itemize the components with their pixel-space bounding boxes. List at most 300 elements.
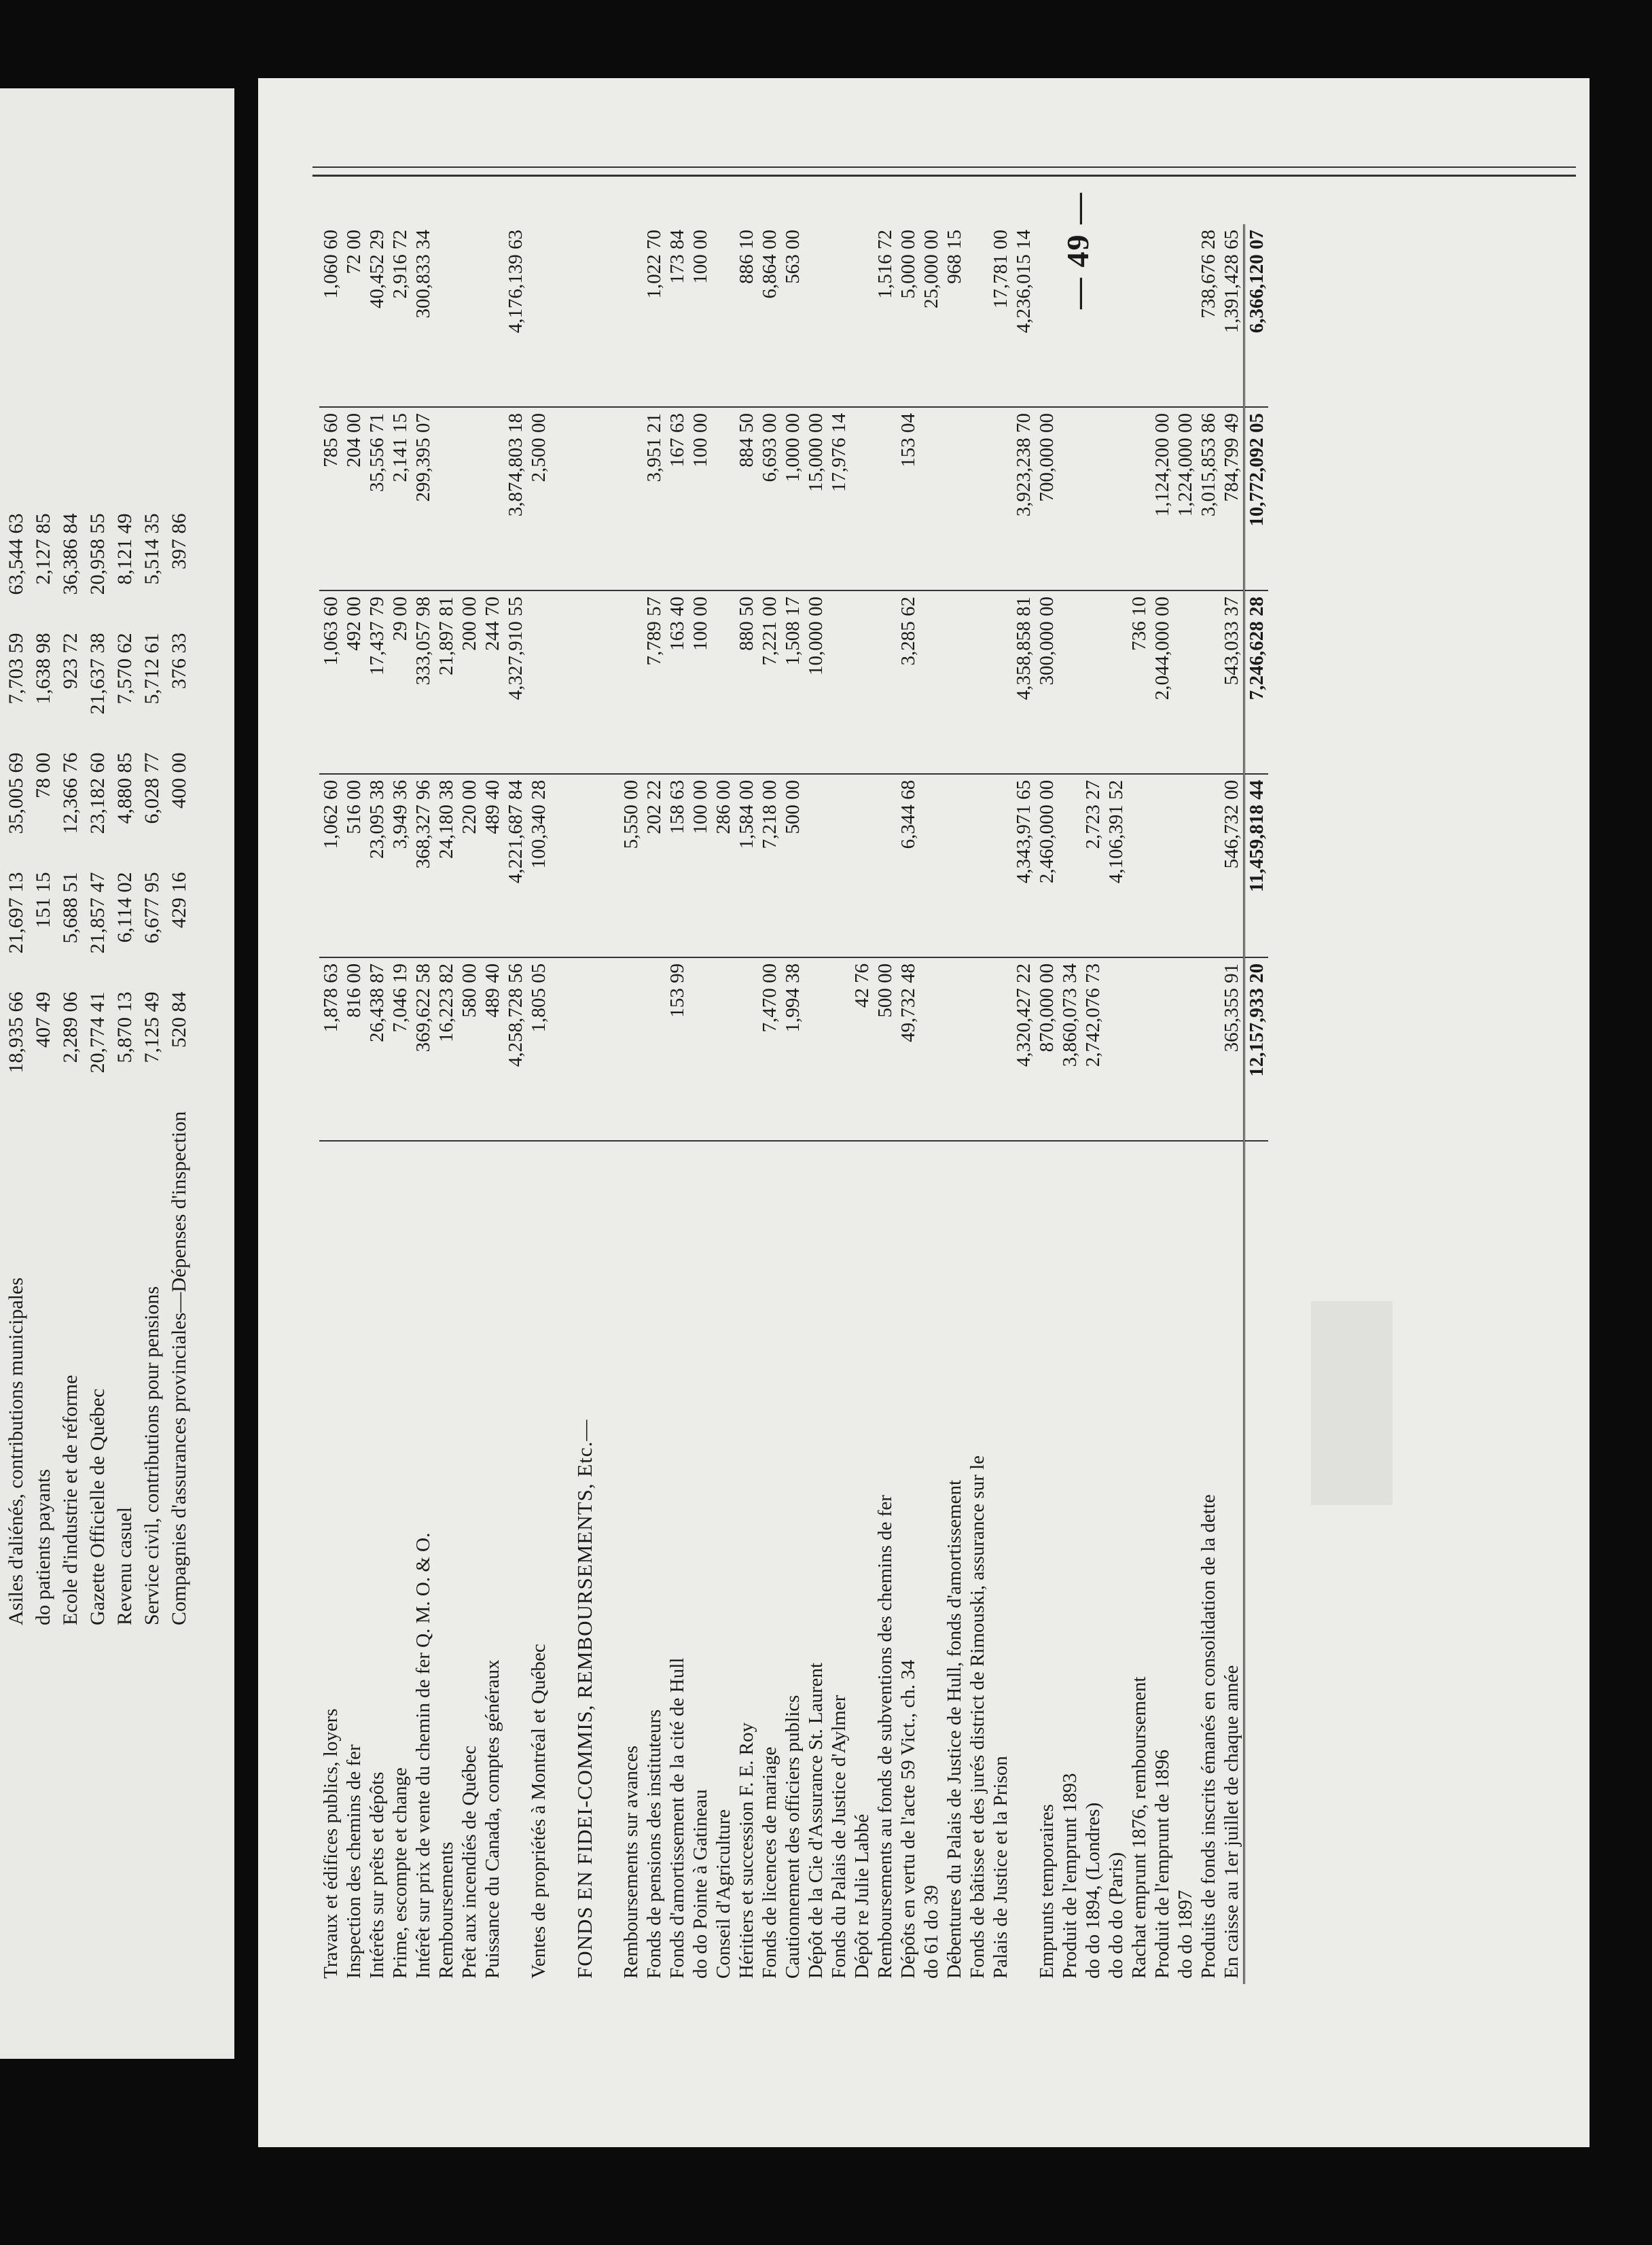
row-label: Inspection des chemins de fer bbox=[343, 1744, 365, 1979]
row-value: 6,114 02 bbox=[113, 872, 136, 943]
row-value: 1,063 60 bbox=[319, 590, 342, 774]
row-value bbox=[689, 957, 712, 1141]
row-value: 100,340 28 bbox=[527, 774, 550, 957]
row-value: 4,221,687 84 bbox=[504, 774, 527, 957]
ledger-row bbox=[666, 224, 689, 1984]
ledger-row bbox=[758, 224, 781, 1984]
row-value: 158 63 bbox=[666, 774, 689, 957]
row-value: 1,516 72 bbox=[874, 224, 897, 407]
row-value bbox=[804, 224, 827, 407]
ledger-row bbox=[989, 224, 1012, 1984]
row-value: 244 70 bbox=[481, 590, 504, 774]
row-value: 8,121 49 bbox=[113, 513, 136, 585]
row-value: 4,258,728 56 bbox=[504, 957, 527, 1141]
row-label: Intérêt sur prix de vente du chemin de fer Q. M. O. & O. bbox=[412, 1532, 434, 1979]
row-value bbox=[966, 957, 989, 1141]
row-label: do patients payants bbox=[32, 1469, 54, 1625]
row-value: 300,833 34 bbox=[412, 224, 435, 407]
row-value bbox=[966, 774, 989, 957]
row-value: 3,015,853 86 bbox=[1197, 407, 1220, 590]
row-value: 816 00 bbox=[342, 957, 365, 1141]
row-value bbox=[620, 224, 643, 407]
row-value: 884 50 bbox=[735, 407, 758, 590]
row-value: 886 10 bbox=[735, 224, 758, 407]
row-value: 202 22 bbox=[643, 774, 666, 957]
row-value bbox=[527, 224, 550, 407]
row-value: 376 33 bbox=[168, 633, 190, 690]
row-value: 7,125 49 bbox=[141, 991, 163, 1063]
row-value: 63,544 63 bbox=[5, 513, 27, 595]
ledger-row bbox=[1105, 224, 1128, 1984]
row-value: 35,556 71 bbox=[365, 407, 389, 590]
row-value: 4,106,391 52 bbox=[1105, 774, 1128, 957]
row-label: FONDS EN FIDEI-COMMIS, REMBOURSEMENTS, Etc.— bbox=[573, 1419, 596, 1979]
row-value: 26,438 87 bbox=[365, 957, 389, 1141]
row-value bbox=[481, 407, 504, 590]
ledger-row bbox=[689, 224, 712, 1984]
row-label: Gazette Officielle de Québec bbox=[86, 1388, 109, 1625]
row-value bbox=[1128, 957, 1151, 1141]
left-ledger-row bbox=[30, 508, 57, 1631]
row-value bbox=[550, 590, 573, 774]
row-value: 7,221 00 bbox=[758, 590, 781, 774]
row-value: 5,550 00 bbox=[620, 774, 643, 957]
row-value: 12,366 76 bbox=[59, 752, 82, 834]
row-value: 78 00 bbox=[32, 752, 54, 799]
row-value: 6,366,120 07 bbox=[1244, 224, 1269, 407]
row-value: 5,000 00 bbox=[897, 224, 920, 407]
row-value: 923 72 bbox=[59, 633, 82, 690]
row-value bbox=[435, 407, 458, 590]
row-value bbox=[943, 774, 966, 957]
row-value bbox=[573, 590, 596, 774]
row-value: 1,805 05 bbox=[527, 957, 550, 1141]
row-label: Prime, escompte et change bbox=[389, 1767, 411, 1979]
row-value: 700,000 00 bbox=[1035, 407, 1058, 590]
ledger-row bbox=[1151, 224, 1174, 1984]
row-label: Service civil, contributions pour pensions bbox=[141, 1286, 163, 1625]
row-value bbox=[573, 774, 596, 957]
row-value: 4,320,427 22 bbox=[1012, 957, 1035, 1141]
row-value: 286 00 bbox=[712, 774, 735, 957]
ledger-row bbox=[389, 224, 412, 1984]
row-value: 3,951 21 bbox=[643, 407, 666, 590]
row-value: 429 16 bbox=[168, 872, 190, 929]
row-value: 543,033 37 bbox=[1220, 590, 1244, 774]
row-label bbox=[550, 1141, 573, 1984]
financial-ledger bbox=[319, 224, 1268, 1984]
row-value: 100 00 bbox=[689, 774, 712, 957]
row-value: 7,218 00 bbox=[758, 774, 781, 957]
row-label: Remboursements bbox=[435, 1841, 457, 1979]
row-value: 2,460,000 00 bbox=[1035, 774, 1058, 957]
row-label: Ecole d'industrie et de réforme bbox=[59, 1375, 82, 1625]
row-value bbox=[620, 407, 643, 590]
ledger-row bbox=[481, 224, 504, 1984]
left-ledger-row bbox=[111, 508, 139, 1631]
row-value: 1,508 17 bbox=[781, 590, 804, 774]
row-value: 492 00 bbox=[342, 590, 365, 774]
row-value: 12,157,933 20 bbox=[1244, 957, 1269, 1141]
row-value: 299,395 07 bbox=[412, 407, 435, 590]
row-value: 29 00 bbox=[389, 590, 412, 774]
row-value bbox=[827, 590, 850, 774]
left-ledger bbox=[3, 508, 193, 1631]
row-label: Ventes de propriétés à Montréal et Québec bbox=[528, 1644, 550, 1979]
row-value bbox=[435, 224, 458, 407]
row-value: 1,224,000 00 bbox=[1174, 407, 1197, 590]
row-value bbox=[874, 590, 897, 774]
row-value: 153 04 bbox=[897, 407, 920, 590]
row-value bbox=[874, 407, 897, 590]
ledger-row bbox=[435, 224, 458, 1984]
row-label bbox=[504, 1141, 527, 1984]
row-value: 10,000 00 bbox=[804, 590, 827, 774]
row-value bbox=[573, 224, 596, 407]
row-value: 4,880 85 bbox=[113, 752, 136, 824]
row-value: 736 10 bbox=[1128, 590, 1151, 774]
row-value bbox=[1058, 590, 1081, 774]
row-value bbox=[573, 407, 596, 590]
row-value bbox=[966, 407, 989, 590]
row-value bbox=[1035, 224, 1058, 407]
ledger-row bbox=[850, 224, 874, 1984]
left-ledger-row bbox=[84, 508, 111, 1631]
row-value: 2,500 00 bbox=[527, 407, 550, 590]
row-value: 4,358,858 81 bbox=[1012, 590, 1035, 774]
row-label: Produit de l'emprunt de 1896 bbox=[1151, 1749, 1173, 1979]
row-value bbox=[481, 224, 504, 407]
row-value: 72 00 bbox=[342, 224, 365, 407]
row-value: 397 86 bbox=[168, 513, 190, 570]
ledger-row bbox=[365, 224, 389, 1984]
row-value bbox=[920, 774, 943, 957]
row-value bbox=[1151, 774, 1174, 957]
row-value: 100 00 bbox=[689, 224, 712, 407]
row-value: 407 49 bbox=[32, 991, 54, 1048]
section-heading-row bbox=[573, 224, 596, 1984]
row-value: 2,289 06 bbox=[59, 991, 82, 1063]
row-value: 2,141 15 bbox=[389, 407, 412, 590]
row-value bbox=[527, 590, 550, 774]
row-value bbox=[712, 224, 735, 407]
row-value bbox=[712, 407, 735, 590]
row-value bbox=[966, 224, 989, 407]
row-value bbox=[874, 774, 897, 957]
row-value: 880 50 bbox=[735, 590, 758, 774]
row-value bbox=[550, 774, 573, 957]
row-value: 173 84 bbox=[666, 224, 689, 407]
row-value: 21,857 47 bbox=[86, 872, 109, 954]
row-value bbox=[735, 957, 758, 1141]
row-value: 21,697 13 bbox=[5, 872, 27, 954]
row-value bbox=[620, 590, 643, 774]
row-label: Produit de l'emprunt 1893 bbox=[1059, 1773, 1081, 1979]
row-value: 7,246,628 28 bbox=[1244, 590, 1269, 774]
ledger-row bbox=[943, 224, 966, 1984]
row-value bbox=[827, 774, 850, 957]
row-value bbox=[1174, 957, 1197, 1141]
row-value bbox=[1197, 957, 1220, 1141]
row-value: 35,005 69 bbox=[5, 752, 27, 834]
row-value: 368,327 96 bbox=[412, 774, 435, 957]
row-value bbox=[1128, 224, 1151, 407]
row-value: 16,223 82 bbox=[435, 957, 458, 1141]
row-label: Travaux et édifices publics, loyers bbox=[320, 1708, 342, 1979]
ledger-row bbox=[342, 224, 365, 1984]
row-value: 6,677 95 bbox=[141, 872, 163, 944]
row-value bbox=[458, 407, 481, 590]
row-value: 7,789 57 bbox=[643, 590, 666, 774]
row-value: 4,176,139 63 bbox=[504, 224, 527, 407]
row-label: Conseil d'Agriculture bbox=[713, 1809, 734, 1979]
row-value bbox=[1151, 224, 1174, 407]
row-value: 1,124,200 00 bbox=[1151, 407, 1174, 590]
row-value bbox=[989, 407, 1012, 590]
row-label bbox=[1012, 1141, 1035, 1984]
row-label: Fonds de bâtisse et des jurés district de Rimouski, assurance sur le bbox=[967, 1455, 988, 1979]
ledger-row bbox=[804, 224, 827, 1984]
row-value: 21,897 81 bbox=[435, 590, 458, 774]
row-value: 21,637 38 bbox=[86, 633, 109, 715]
row-value: 36,386 84 bbox=[59, 513, 82, 595]
row-value bbox=[1105, 957, 1128, 1141]
row-value: 49,732 48 bbox=[897, 957, 920, 1141]
row-label: En caisse au 1er juillet de chaque année bbox=[1221, 1665, 1242, 1979]
row-value: 6,028 77 bbox=[141, 752, 163, 824]
row-value bbox=[1197, 774, 1220, 957]
ledger-row bbox=[550, 224, 573, 1984]
left-ledger-row bbox=[166, 508, 193, 1631]
row-value: 1,391,428 65 bbox=[1220, 224, 1244, 407]
row-value: 333,057 98 bbox=[412, 590, 435, 774]
row-value: 400 00 bbox=[168, 752, 190, 809]
row-value: 2,127 85 bbox=[32, 513, 54, 585]
ledger-row bbox=[1220, 224, 1244, 1984]
row-value: 1,638 98 bbox=[32, 633, 54, 705]
row-value bbox=[920, 590, 943, 774]
ledger-row bbox=[1058, 224, 1081, 1984]
row-label: Revenu casuel bbox=[113, 1506, 136, 1625]
row-value: 7,570 62 bbox=[113, 633, 136, 705]
row-label bbox=[596, 1141, 620, 1984]
row-value: 300,000 00 bbox=[1035, 590, 1058, 774]
row-label: do do 1897 bbox=[1174, 1890, 1196, 1979]
row-label: Compagnies d'assurances provinciales—Dépenses d'inspection bbox=[168, 1111, 190, 1625]
row-value: 2,723 27 bbox=[1081, 774, 1105, 957]
ledger-row bbox=[527, 224, 550, 1984]
ledger-row bbox=[874, 224, 897, 1984]
subtotal-row bbox=[504, 224, 527, 1984]
ledger-row bbox=[596, 224, 620, 1984]
row-value bbox=[1128, 774, 1151, 957]
row-value: 7,046 19 bbox=[389, 957, 412, 1141]
row-value: 17,781 00 bbox=[989, 224, 1012, 407]
ledger-row bbox=[319, 224, 342, 1984]
row-value: 2,742,076 73 bbox=[1081, 957, 1105, 1141]
row-value: 365,355 91 bbox=[1220, 957, 1244, 1141]
row-value: 968 15 bbox=[943, 224, 966, 407]
row-label: Prêt aux incendiés de Québec bbox=[459, 1745, 480, 1979]
row-value bbox=[712, 957, 735, 1141]
row-value: 204 00 bbox=[342, 407, 365, 590]
row-value bbox=[712, 590, 735, 774]
row-value: 40,452 29 bbox=[365, 224, 389, 407]
row-value: 10,772,092 05 bbox=[1244, 407, 1269, 590]
row-label: Héritiers et succession F. E. Roy bbox=[736, 1722, 757, 1979]
row-value bbox=[827, 957, 850, 1141]
row-value: 23,182 60 bbox=[86, 752, 109, 834]
row-label: Rachat emprunt 1876, remboursement bbox=[1128, 1676, 1150, 1979]
row-value bbox=[1105, 224, 1128, 407]
ledger-row bbox=[781, 224, 804, 1984]
row-value: 489 40 bbox=[481, 774, 504, 957]
row-value: 42 76 bbox=[850, 957, 874, 1141]
row-value bbox=[573, 957, 596, 1141]
right-page bbox=[258, 78, 1590, 2147]
row-value: 489 40 bbox=[481, 957, 504, 1141]
row-value bbox=[1151, 957, 1174, 1141]
row-value: 24,180 38 bbox=[435, 774, 458, 957]
ledger-row bbox=[827, 224, 850, 1984]
row-value bbox=[1174, 590, 1197, 774]
left-page bbox=[0, 88, 234, 2059]
row-value bbox=[550, 957, 573, 1141]
row-value: 563 00 bbox=[781, 224, 804, 407]
row-value: 7,703 59 bbox=[5, 633, 27, 705]
page-number: — 49 — bbox=[1060, 192, 1095, 309]
row-value bbox=[827, 224, 850, 407]
row-value: 516 00 bbox=[342, 774, 365, 957]
row-value: 163 40 bbox=[666, 590, 689, 774]
row-label: Débentures du Palais de Justice de Hull, fonds d'amortissement bbox=[944, 1479, 965, 1979]
row-value bbox=[620, 957, 643, 1141]
left-ledger-row bbox=[3, 508, 30, 1631]
ledger-row bbox=[920, 224, 943, 1984]
row-value bbox=[1058, 774, 1081, 957]
row-value: 870,000 00 bbox=[1035, 957, 1058, 1141]
row-value bbox=[1058, 407, 1081, 590]
ledger-row bbox=[1035, 224, 1058, 1984]
row-label: Cautionnement des officiers publics bbox=[782, 1695, 804, 1979]
row-value bbox=[943, 407, 966, 590]
ledger-row bbox=[1174, 224, 1197, 1984]
row-label: Dépôt re Julie Labbé bbox=[851, 1814, 873, 1979]
row-value bbox=[943, 590, 966, 774]
row-value: 1,022 70 bbox=[643, 224, 666, 407]
ledger-row bbox=[712, 224, 735, 1984]
row-value bbox=[943, 957, 966, 1141]
row-value bbox=[1081, 590, 1105, 774]
row-label: do do do (Paris) bbox=[1105, 1852, 1127, 1979]
row-value: 5,514 35 bbox=[141, 513, 163, 585]
row-value bbox=[1081, 407, 1105, 590]
row-value: 167 63 bbox=[666, 407, 689, 590]
ledger-row bbox=[620, 224, 643, 1984]
row-value bbox=[1081, 224, 1105, 407]
row-label: Produits de fonds inscrits émanés en consolidation de la dette bbox=[1198, 1494, 1219, 1979]
row-value bbox=[920, 957, 943, 1141]
row-value: 3,860,073 34 bbox=[1058, 957, 1081, 1141]
row-label: Remboursements au fonds de subventions des chemins de fer bbox=[874, 1495, 896, 1979]
row-value: 1,060 60 bbox=[319, 224, 342, 407]
subtotal-row bbox=[1012, 224, 1035, 1984]
row-value: 200 00 bbox=[458, 590, 481, 774]
row-value bbox=[850, 774, 874, 957]
row-value bbox=[1174, 224, 1197, 407]
row-value: 18,935 66 bbox=[5, 991, 27, 1074]
row-value bbox=[1105, 590, 1128, 774]
row-value: 500 00 bbox=[781, 774, 804, 957]
row-value: 2,916 72 bbox=[389, 224, 412, 407]
row-value: 5,688 51 bbox=[59, 872, 82, 944]
row-value bbox=[550, 224, 573, 407]
ledger-row bbox=[1128, 224, 1151, 1984]
row-value: 4,236,015 14 bbox=[1012, 224, 1035, 407]
ledger-row bbox=[1081, 224, 1105, 1984]
ledger-row bbox=[643, 224, 666, 1984]
row-label: Fonds du Palais de Justice d'Aylmer bbox=[828, 1695, 850, 1979]
row-value bbox=[458, 224, 481, 407]
row-value bbox=[596, 590, 620, 774]
row-value bbox=[989, 774, 1012, 957]
row-value: 6,864 00 bbox=[758, 224, 781, 407]
row-label: do do Pointe à Gatineau bbox=[689, 1789, 711, 1979]
row-value: 3,285 62 bbox=[897, 590, 920, 774]
row-value: 580 00 bbox=[458, 957, 481, 1141]
row-value bbox=[550, 407, 573, 590]
row-value: 151 15 bbox=[32, 872, 54, 929]
row-value bbox=[850, 407, 874, 590]
row-value bbox=[596, 957, 620, 1141]
ledger-row bbox=[412, 224, 435, 1984]
row-label: Asiles d'aliénés, contributions municipales bbox=[5, 1277, 27, 1625]
ledger-row bbox=[735, 224, 758, 1984]
row-value: 4,327,910 55 bbox=[504, 590, 527, 774]
left-ledger-row bbox=[57, 508, 84, 1631]
row-value bbox=[1058, 224, 1081, 407]
row-value: 1,878 63 bbox=[319, 957, 342, 1141]
row-value: 15,000 00 bbox=[804, 407, 827, 590]
row-label: do 61 do 39 bbox=[920, 1885, 942, 1979]
row-label: Dépôt de la Cie d'Assurance St. Laurent bbox=[805, 1662, 827, 1979]
row-value bbox=[850, 590, 874, 774]
row-label: Fonds de pensions des instituteurs bbox=[643, 1709, 665, 1979]
row-value bbox=[1105, 407, 1128, 590]
ledger-row bbox=[966, 224, 989, 1984]
total-row bbox=[1244, 224, 1269, 1984]
row-value bbox=[804, 774, 827, 957]
row-value: 3,874,803 18 bbox=[504, 407, 527, 590]
row-label: Remboursements sur avances bbox=[620, 1745, 642, 1979]
row-label: Fonds d'amortissement de la cité de Hull bbox=[666, 1657, 688, 1979]
row-value: 785 60 bbox=[319, 407, 342, 590]
row-value: 500 00 bbox=[874, 957, 897, 1141]
ledger-row bbox=[458, 224, 481, 1984]
header-rule bbox=[312, 166, 1576, 177]
row-value: 520 84 bbox=[168, 991, 190, 1048]
row-value: 738,676 28 bbox=[1197, 224, 1220, 407]
row-value bbox=[989, 957, 1012, 1141]
row-value: 100 00 bbox=[689, 590, 712, 774]
row-label: Intérêts sur prêts et dépôts bbox=[366, 1771, 388, 1979]
row-value: 1,994 38 bbox=[781, 957, 804, 1141]
row-value: 369,622 58 bbox=[412, 957, 435, 1141]
row-label: Palais de Justice et la Prison bbox=[990, 1756, 1011, 1979]
row-value: 7,470 00 bbox=[758, 957, 781, 1141]
row-value: 784,799 49 bbox=[1220, 407, 1244, 590]
row-value bbox=[804, 957, 827, 1141]
